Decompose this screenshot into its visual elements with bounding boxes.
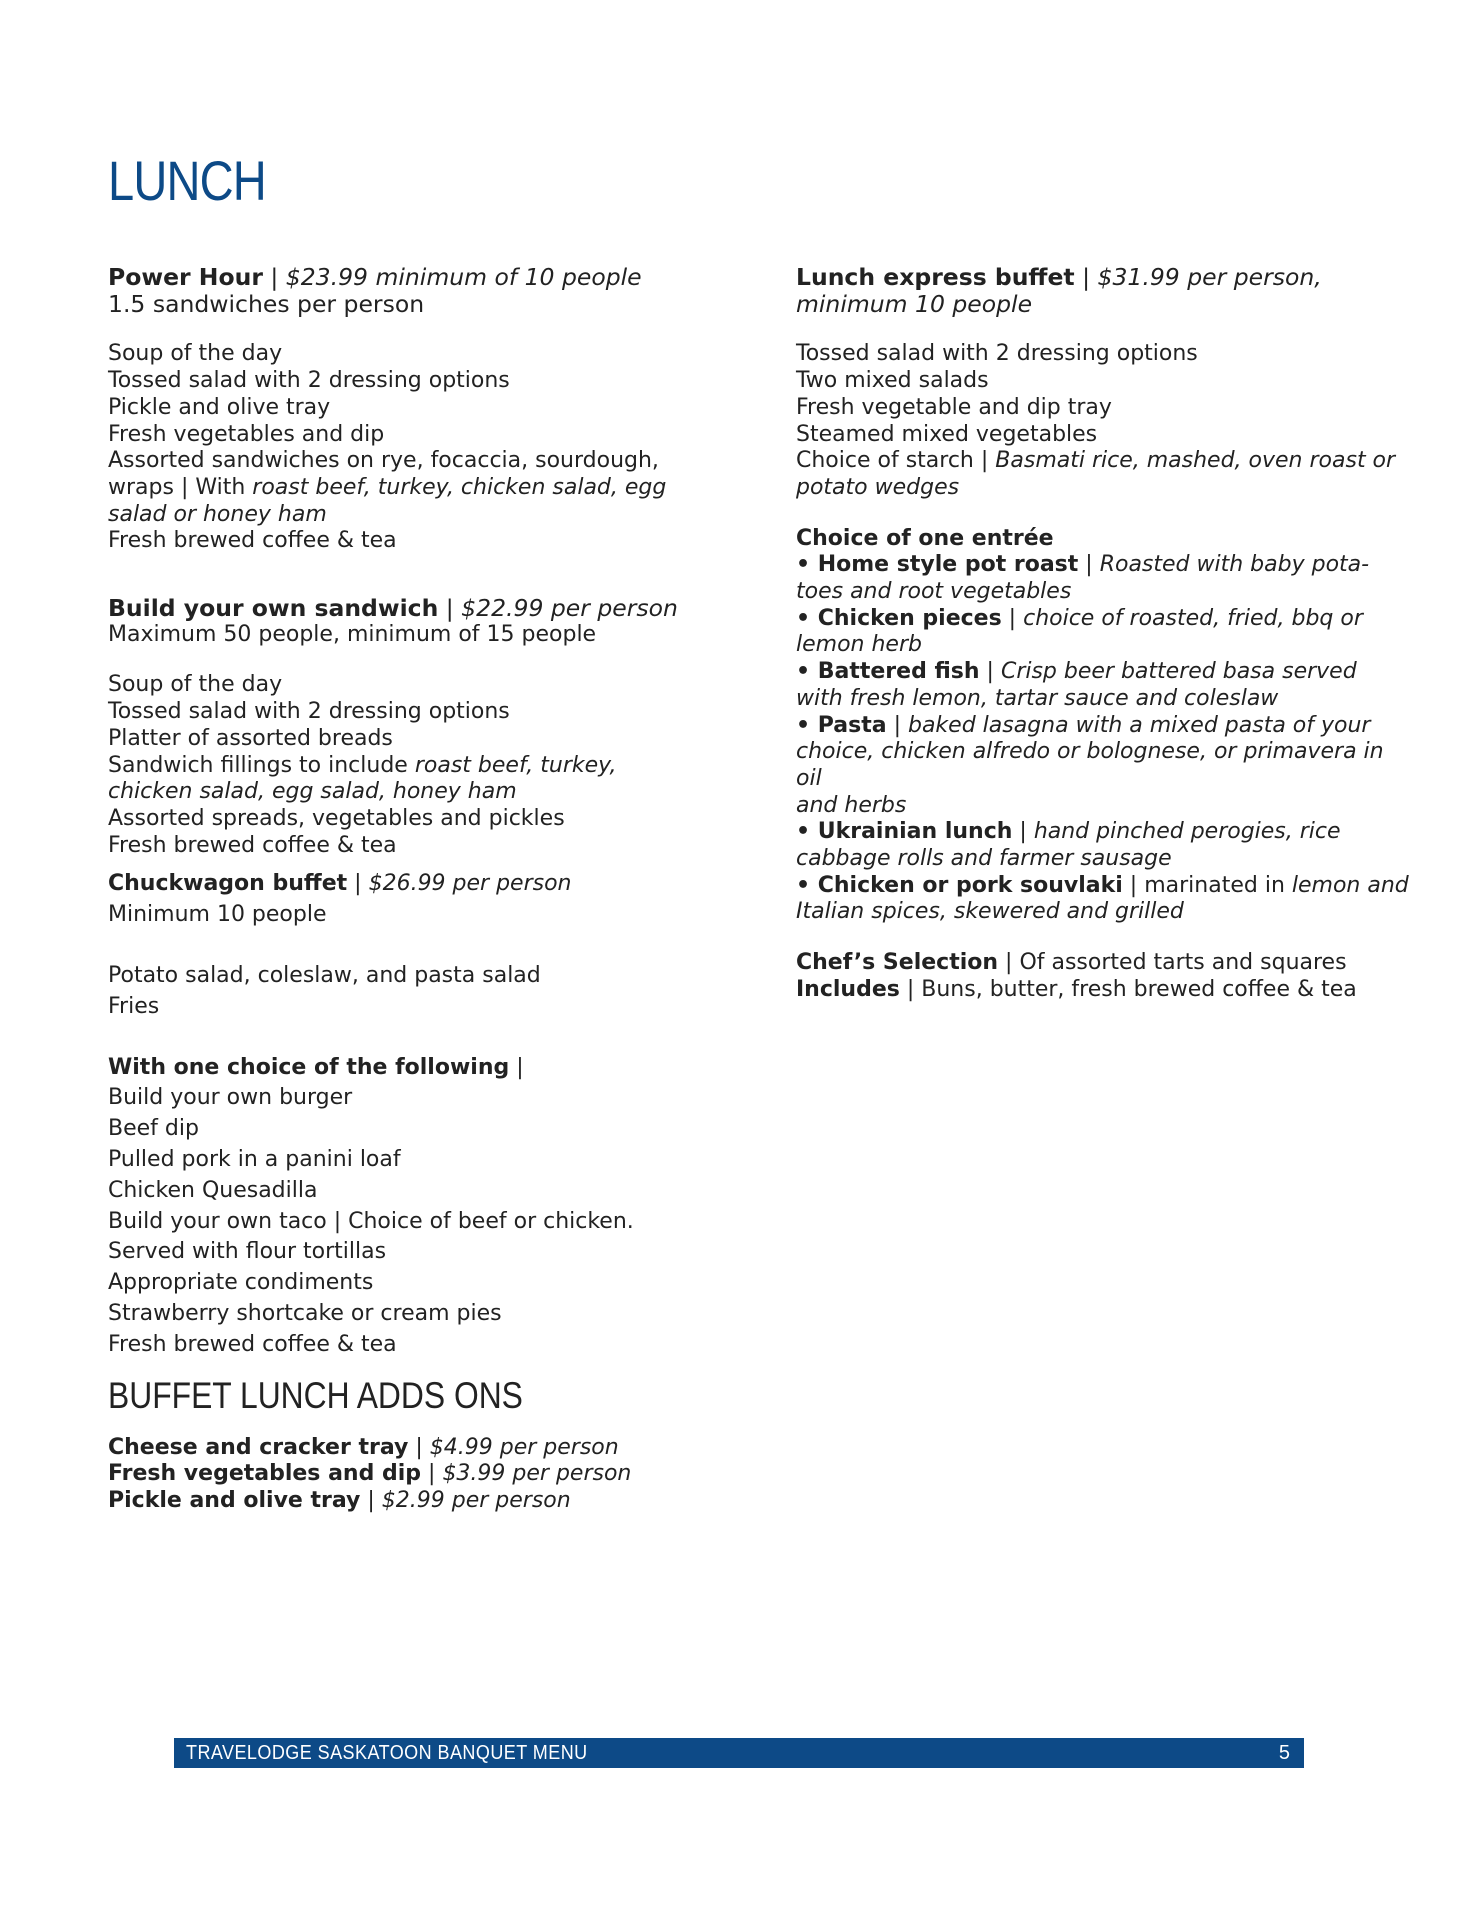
list-item: Assorted spreads, vegetables and pickles bbox=[108, 805, 565, 831]
power-hour-section bbox=[108, 264, 748, 555]
item-detail: roast beef, turkey, chicken salad, egg bbox=[252, 474, 667, 500]
power-hour-heading bbox=[108, 264, 748, 291]
item-name: Cheese and cracker tray bbox=[108, 1434, 409, 1460]
item-name: Fresh vegetables and dip bbox=[108, 1461, 422, 1487]
bullet: • bbox=[796, 712, 818, 738]
build-sandwich-name: Build your own sandwich bbox=[108, 594, 439, 623]
addons-section bbox=[108, 1375, 748, 1515]
list-item: Fries bbox=[108, 993, 160, 1019]
entree-heading bbox=[796, 526, 1416, 553]
entree-desc: lemon and bbox=[1291, 872, 1409, 898]
list-item: Soup of the day bbox=[108, 341, 283, 367]
list-item bbox=[108, 753, 748, 780]
includes-text: Buns, butter, fresh brewed coffee & tea bbox=[921, 976, 1357, 1002]
entree-name: Pasta bbox=[817, 712, 887, 738]
item-text: Sandwich fillings to include bbox=[108, 752, 415, 778]
page-title: LUNCH bbox=[108, 149, 266, 212]
chefs-selection-text: Of assorted tarts and squares bbox=[1019, 950, 1347, 976]
item-text: wraps | With bbox=[108, 474, 253, 500]
entree-item bbox=[796, 873, 1416, 900]
list-item: Appropriate condiments bbox=[108, 1270, 374, 1296]
entree-item-cont bbox=[796, 686, 1416, 713]
item-detail: roast beef, turkey, bbox=[414, 752, 617, 778]
entree-item-cont bbox=[796, 846, 1416, 873]
lunch-express-section bbox=[796, 264, 1416, 1004]
choice-heading bbox=[108, 1053, 748, 1084]
includes bbox=[796, 977, 1416, 1004]
entree-item bbox=[796, 819, 1416, 846]
power-hour-name: Power Hour bbox=[108, 263, 263, 291]
list-item: Pulled pork in a panini loaf bbox=[108, 1146, 401, 1172]
entree-desc: Crisp beer battered basa served bbox=[1000, 659, 1357, 685]
separator: | bbox=[408, 1434, 430, 1460]
entree-name: Ukrainian lunch bbox=[817, 819, 1013, 845]
chuckwagon-heading bbox=[108, 869, 748, 900]
separator: | bbox=[438, 594, 462, 623]
bullet: • bbox=[796, 659, 818, 685]
entree-item-cont bbox=[796, 632, 1416, 659]
list-item: Assorted sandwiches on rye, focaccia, sourdough, bbox=[108, 448, 659, 474]
entree-name: Chicken or pork souvlaki bbox=[817, 872, 1123, 898]
list-item bbox=[108, 779, 748, 806]
list-item: Build your own taco | Choice of beef or chicken. bbox=[108, 1208, 634, 1234]
entree-item bbox=[796, 659, 1416, 686]
entree-desc: cabbage rolls and farmer sausage bbox=[796, 846, 1172, 872]
item-price: $4.99 per person bbox=[429, 1434, 619, 1460]
bullet: • bbox=[796, 872, 818, 898]
list-item: Fresh vegetables and dip bbox=[108, 421, 385, 447]
entree-desc-plain: marinated in bbox=[1144, 872, 1292, 898]
list-item: Strawberry shortcake or cream pies bbox=[108, 1300, 502, 1326]
separator: | bbox=[262, 263, 286, 291]
item-detail: salad or honey ham bbox=[108, 501, 327, 527]
entree-item-cont bbox=[796, 793, 1416, 820]
chuckwagon-note: Minimum 10 people bbox=[108, 902, 327, 928]
item-price: $2.99 per person bbox=[381, 1487, 571, 1513]
item-detail: chicken salad, egg salad, honey ham bbox=[108, 779, 517, 805]
power-hour-note: 1.5 sandwiches per person bbox=[108, 289, 425, 318]
lunch-express-name: Lunch express buffet bbox=[796, 263, 1075, 291]
separator: | bbox=[899, 976, 922, 1002]
item-price: $3.99 per person bbox=[442, 1461, 632, 1487]
entree-desc: Roasted with baby pota- bbox=[1099, 552, 1370, 578]
item-detail: Basmati rice, mashed, oven roast or bbox=[995, 448, 1396, 474]
lunch-express-heading bbox=[796, 264, 1416, 291]
list-item bbox=[108, 1461, 748, 1488]
chuckwagon-price: $26.99 per person bbox=[368, 871, 572, 897]
price-continued: minimum 10 people bbox=[796, 289, 1033, 318]
separator: | bbox=[421, 1461, 443, 1487]
list-item: Soup of the day bbox=[108, 672, 283, 698]
list-item: Fresh brewed coffee & tea bbox=[108, 528, 397, 554]
chuckwagon-section bbox=[108, 869, 748, 1360]
list-item: Build your own burger bbox=[108, 1085, 353, 1111]
entree-desc: toes and root vegetables bbox=[796, 579, 1072, 605]
list-item: Beef dip bbox=[108, 1116, 199, 1142]
separator: | bbox=[886, 712, 908, 738]
addons-heading: BUFFET LUNCH ADDS ONS bbox=[108, 1374, 523, 1416]
entree-item-cont bbox=[796, 739, 1416, 792]
list-item: Fresh brewed coffee & tea bbox=[108, 1331, 397, 1357]
list-item: Tossed salad with 2 dressing options bbox=[108, 368, 510, 394]
entree-desc: with fresh lemon, tartar sauce and coleslaw bbox=[796, 685, 1279, 711]
list-item bbox=[108, 502, 748, 529]
list-item: Pickle and olive tray bbox=[108, 394, 331, 420]
list-item: Potato salad, coleslaw, and pasta salad bbox=[108, 962, 541, 988]
list-item bbox=[108, 1488, 748, 1515]
entree-name: Home style pot roast bbox=[817, 552, 1079, 578]
list-item bbox=[108, 475, 748, 502]
entree-desc: lemon herb bbox=[796, 632, 922, 658]
item-detail: potato wedges bbox=[796, 474, 960, 500]
separator: | bbox=[979, 659, 1001, 685]
entree-name: Chicken pieces bbox=[817, 605, 1002, 631]
list-item bbox=[796, 448, 1416, 475]
list-item: Platter of assorted breads bbox=[108, 725, 393, 751]
choice-heading-text: With one choice of the following bbox=[108, 1054, 510, 1080]
list-item: Tossed salad with 2 dressing options bbox=[108, 699, 510, 725]
bullet: • bbox=[796, 605, 818, 631]
lunch-express-price-cont bbox=[796, 291, 1416, 318]
bullet: • bbox=[796, 552, 818, 578]
list-item: Tossed salad with 2 dressing options bbox=[796, 341, 1198, 367]
footer-title: TRAVELODGE SASKATOON BANQUET MENU bbox=[186, 1742, 588, 1764]
left-column bbox=[108, 264, 748, 1515]
entree-item bbox=[796, 552, 1416, 579]
build-sandwich-note: Maximum 50 people, minimum of 15 people bbox=[108, 621, 597, 647]
chefs-selection bbox=[796, 950, 1416, 977]
list-item: Chicken Quesadilla bbox=[108, 1177, 318, 1203]
entree-desc: Italian spices, skewered and grilled bbox=[796, 899, 1184, 925]
chefs-selection-name: Chef’s Selection bbox=[796, 950, 999, 976]
list-item bbox=[796, 475, 1416, 502]
entree-desc: and herbs bbox=[796, 792, 907, 818]
list-item bbox=[108, 1435, 748, 1462]
separator: | bbox=[1122, 872, 1145, 898]
entree-item bbox=[796, 713, 1416, 740]
separator: | bbox=[1074, 263, 1098, 291]
footer-bar bbox=[174, 1738, 1304, 1768]
separator: | bbox=[360, 1487, 382, 1513]
power-hour-price: $23.99 minimum of 10 people bbox=[285, 263, 642, 291]
build-sandwich-price: $22.99 per person bbox=[461, 594, 678, 623]
page-number: 5 bbox=[1278, 1742, 1290, 1764]
separator: | bbox=[1012, 819, 1034, 845]
entree-name: Battered fish bbox=[817, 659, 980, 685]
separator: | bbox=[1078, 552, 1100, 578]
lunch-express-price: $31.99 per person, bbox=[1097, 263, 1322, 291]
list-item: Two mixed salads bbox=[796, 368, 989, 394]
entree-heading-text: Choice of one entrée bbox=[796, 525, 1054, 551]
chuckwagon-name: Chuckwagon buffet bbox=[108, 871, 348, 897]
separator: | bbox=[1001, 605, 1024, 631]
entree-desc: baked lasagna with a mixed pasta of your bbox=[907, 712, 1371, 738]
entree-desc: choice of roasted, fried, bbq or bbox=[1023, 605, 1363, 631]
list-item: Served with flour tortillas bbox=[108, 1239, 387, 1265]
list-item: Steamed mixed vegetables bbox=[796, 421, 1098, 447]
entree-item bbox=[796, 606, 1416, 633]
entree-item-cont bbox=[796, 899, 1416, 926]
entree-item-cont bbox=[796, 579, 1416, 606]
entree-desc: choice, chicken alfredo or bolognese, or primavera in oil bbox=[796, 739, 1384, 791]
entree-desc: hand pinched perogies, rice bbox=[1033, 819, 1341, 845]
separator: | bbox=[347, 871, 369, 897]
list-item: Fresh brewed coffee & tea bbox=[108, 832, 397, 858]
bullet: • bbox=[796, 819, 818, 845]
build-sandwich-heading bbox=[108, 595, 748, 622]
item-text: Choice of starch | bbox=[796, 448, 996, 474]
separator: | bbox=[998, 950, 1020, 976]
includes-name: Includes bbox=[796, 976, 900, 1002]
separator: | bbox=[509, 1054, 524, 1080]
right-column bbox=[796, 264, 1416, 1004]
list-item: Fresh vegetable and dip tray bbox=[796, 394, 1112, 420]
build-sandwich-section bbox=[108, 595, 748, 859]
item-name: Pickle and olive tray bbox=[108, 1487, 361, 1513]
